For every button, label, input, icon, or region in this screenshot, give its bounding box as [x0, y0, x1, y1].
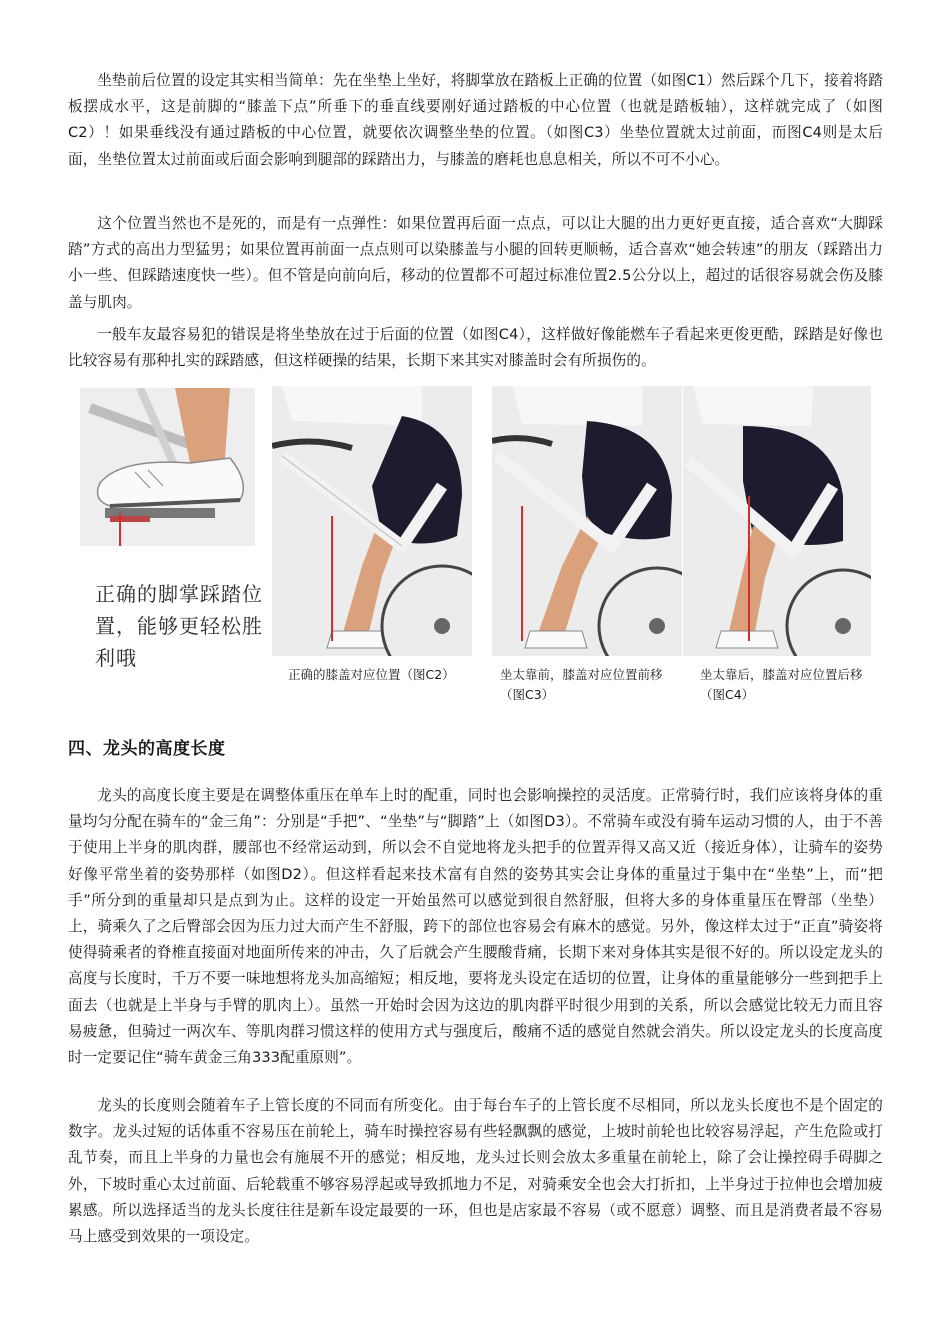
paragraph-stem-weight-distribution: 龙头的高度长度主要是在调整体重压在单车上时的配重，同时也会影响操控的灵活度。正常骑行时，我们应该将身体的重量均匀分配在骑车的“金三角”：分别是“手把”、“坐垫”与“脚踏”上（如图D3）。不常骑车或没有骑车运动习惯的人，由于不善于使用上半身的肌肉群，腰部也不经常运动到，所以会不自觉地将龙头把手的位置弄得又高又近（接近身体），让骑车的姿势好像平常坐着的姿势那样（如图D2）。但这样看起来技术富有自然的姿势其实会让身体的重量过于集中在“坐垫”上，而“把手”所分到的重量却只是点到为止。这样的设定一开始虽然可以感觉到很自然舒服，但将大多的身体重量压在臀部（坐垫）上，骑乘久了之后臀部会因为压力过大而产生不舒服，跨下的部位也容易会有麻木的感觉。另外，像这样太过于“正直”骑姿将使得骑乘者的脊椎直接面对地面所传来的冲击，久了后就会产生腰酸背痛，长期下来对身体其实是很不好的。所以设定龙头的高度与长度时，千万不要一味地想将龙头加高缩短；相反地，要将龙头设定在适切的位置，让身体的重量能够分一些到把手上面去（也就是上半身与手臂的肌肉上）。虽然一开始时会因为这边的肌肉群平时很少用到的关系，所以会感觉比较无力而且容易疲惫，但骑过一两次车、等肌肉群习惯这样的使用方式与强度后，酸痛不适的感觉自然就会消失。所以设定龙头的长度高度时一定要记住“骑车黄金三角333配重原则”。 — [68, 787, 883, 1067]
paragraph-stem-length: 龙头的长度则会随着车子上管长度的不同而有所变化。由于每台车子的上管长度不尽相同，所以龙头长度也不是个固定的数字。龙头过短的话体重不容易压在前轮上，骑车时操控容易有些轻飘飘的感觉，上坡时前轮也比较容易浮起，产生危险或打乱节奏，而且上半身的力量也会有施展不开的感觉；相反地，龙头过长则会放太多重量在前轮上，除了会让操控碍手碍脚之外，下坡时重心太过前面、后轮载重不够容易浮起或导致抓地力不足，对骑乘安全也会大打折扣，上半身过于拉伸也会增加疲累感。所以选择适当的龙头长度往往是新车设定最要的一环，但也是店家最不容易（或不愿意）调整、而且是消费者最不容易马上感受到效果的一项设定。 — [68, 1097, 883, 1246]
bike-rider-illustration-c2 — [272, 386, 472, 656]
figure-c4-caption: 坐太靠后，膝盖对应位置后移（图C4） — [700, 667, 863, 702]
section-heading: 四、龙头的高度长度 — [68, 739, 226, 759]
foot-on-pedal-illustration — [80, 388, 255, 546]
figure-c2-caption: 正确的膝盖对应位置（图C2） — [288, 667, 455, 682]
bike-rider-illustration-c3 — [492, 386, 682, 656]
figure-c1-caption: 正确的脚掌踩踏位置，能够更轻松胜利哦 — [95, 582, 263, 670]
paragraph-position-flexibility: 这个位置当然也不是死的，而是有一点弹性：如果位置再后面一点点，可以让大腿的出力更好更直接，适合喜欢“大脚踩踏”方式的高出力型猛男；如果位置再前面一点点则可以染膝盖与小腿的回转更顺畅，适合喜欢“她会转速”的朋友（踩踏出力小一些、但踩踏速度快一些）。但不管是向前向后，移动的位置都不可超过标准位置2.5公分以上，超过的话很容易就会伤及膝盖与肌肉。 — [68, 215, 883, 311]
figure-c1-foot-photo — [80, 388, 255, 546]
paragraph-saddle-setback: 坐垫前后位置的设定其实相当简单：先在坐垫上坐好，将脚掌放在踏板上正确的位置（如图C1）然后踩个几下，接着将踏板摆成水平，这是前脚的“膝盖下点”所垂下的垂直线要刚好通过踏板的中心位置（也就是踏板轴），这样就完成了（如图C2）！如果垂线没有通过踏板的中心位置，就要依次调整坐垫的位置。（如图C3）坐垫位置就太过前面，而图C4则是太后面，坐垫位置太过前面或后面会影响到腿部的踩踏出力，与膝盖的磨耗也息息相关，所以不可不小心。 — [68, 72, 883, 168]
figure-c2-photo — [272, 386, 472, 656]
paragraph-common-mistake: 一般车友最容易犯的错误是将坐垫放在过于后面的位置（如图C4），这样做好像能燃车子看起来更俊更酷，踩踏是好像也比较容易有那种扎实的踩踏感，但这样硬操的结果，长期下来其实对膝盖时会有所损伤的。 — [68, 326, 883, 370]
figure-c4-photo — [683, 386, 871, 656]
figure-c3-caption: 坐太靠前，膝盖对应位置前移（图C3） — [500, 667, 663, 702]
figure-c3-photo — [492, 386, 682, 656]
bike-rider-illustration-c4 — [683, 386, 871, 656]
